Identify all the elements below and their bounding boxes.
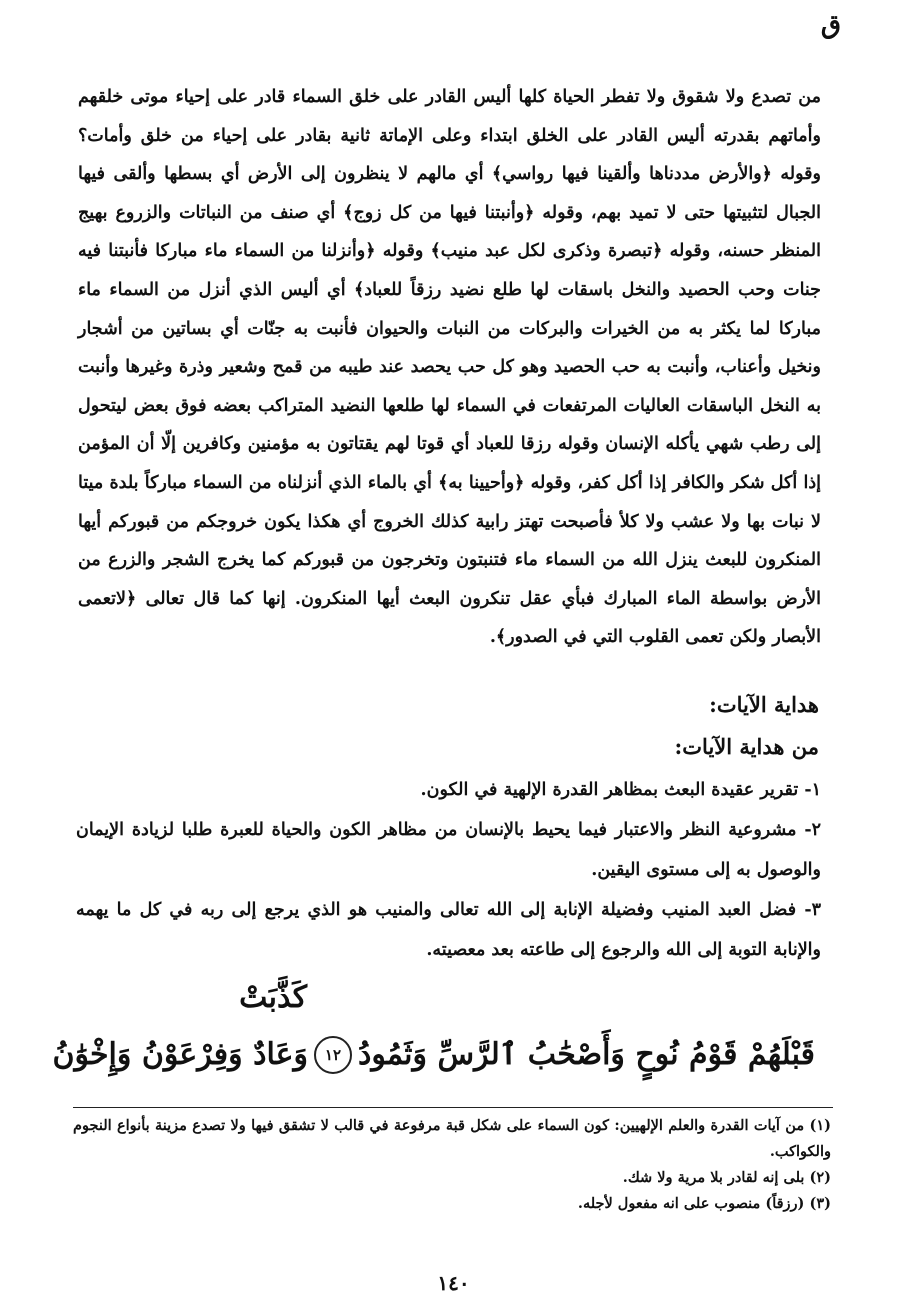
section-subheading: من هداية الآيات:	[674, 734, 819, 759]
verse-text-part-2: وَعَادٌ وَفِرْعَوْنُ وَإِخْوَٰنُ	[52, 1037, 308, 1072]
lesson-item: ٢- مشروعية النظر والاعتبار فيما يحيط بالإنسان من مظاهر الكون والحياة للعبرة طلبا لزيادة الإيمان والوصول به إلى مستوى اليقين.	[76, 820, 821, 880]
footnote-1: (١) من آيات القدرة والعلم الإلهيين: كون السماء على شكل قبة مرفوعة في قالب لا تشقق فيها ولا تصدع مزينة بأنواع النجوم والكواكب.	[73, 1117, 831, 1160]
surah-header-letter: ق	[820, 10, 841, 40]
tafsir-paragraph: من تصدع ولا شقوق ولا تفطر الحياة كلها أليس القادر على خلق السماء قادر على إحياء موتى خلقهم وأماتهم بقدرته أليس القادر على الخلق ابتداء وعلى الإماتة ثانية بقادر على إحياء من خلق وأمات؟ وقوله ﴿والأرض مددناها وألقينا فيها رواسي﴾ أي مالهم لا ينظرون إلى الأرض أي بسطها وألقى فيها الجبال لتثبيتها حتى لا تميد بهم، وقوله ﴿وأنبتنا فيها من كل زوج﴾ أي صنف من النباتات والزروع بهيج المنظر حسنه، وقوله ﴿تبصرة وذكرى لكل عبد منيب﴾ وقوله ﴿وأنزلنا من السماء ماء مباركا فأنبتنا فيه جنات وحب الحصيد والنخل باسقات لها طلع نضيد رزقاً للعباد﴾ أي أليس الذي أنزل من السماء ماء مباركا لما يكثر به من الخيرات والبركات من النبات والحيوان فأنبت به جنّات أي بساتين من أشجار ونخيل وأعناب، وأنبت به حب الحصيد وهو كل حب يحصد عند طيبه من قمح وشعير وذرة وغيرها وأنبت به النخل الباسقات العاليات المرتفعات في السماء لها طلعها النضيد المتراكب بعضه فوق بعض ليتحول إلى رطب شهي يأكله الإنسان وقوله رزقا للعباد أي قوتا لهم يقتاتون به مؤمنين وكافرين إلّا أن المؤمن إذا أكل شكر والكافر إذا أكل كفر، وقوله ﴿وأحيينا به﴾ أي بالماء الذي أنزلناه من السماء مباركاً بلدة ميتا لا نبات بها ولا عشب ولا كلأ فأصبحت تهتز رابية كذلك الخروج أي هكذا يكون خروجكم من قبوركم أيها المنكرون للبعث ينزل الله من السماء ماء فتنبتون وتخرجون من قبوركم كما يخرج الشجر والزرع من الأرض بواسطة الماء المبارك فبأي عقل تنكرون البعث أيها المنكرون. إنها كما قال تعالى ﴿لاتعمى الأبصار ولكن تعمى القلوب التي في الصدور﴾.	[78, 87, 821, 648]
verse-opening-word: كَذَّبَتْ	[239, 980, 307, 1015]
lesson-item: ١- تقرير عقيدة البعث بمظاهر القدرة الإلهية في الكون.	[420, 780, 821, 800]
footnotes	[73, 1113, 831, 1217]
lessons-list	[76, 770, 821, 970]
tafsir-body	[78, 78, 821, 657]
verse-text-part-1: قَبْلَهُمْ قَوْمُ نُوحٍ وَأَصْحَٰبُ ٱلرَّسِّ وَثَمُودُ	[357, 1037, 815, 1072]
footnote-divider	[73, 1107, 833, 1108]
ayah-number-marker: ١٢	[314, 1036, 352, 1074]
page-number: ١٤٠	[437, 1271, 470, 1295]
footnote-3: (٣) (رزقاً) منصوب على انه مفعول لأجله.	[577, 1195, 831, 1212]
footnote-2: (٢) بلى إنه لقادر بلا مرية ولا شك.	[622, 1169, 831, 1186]
lesson-item: ٣- فضل العبد المنيب وفضيلة الإنابة إلى الله تعالى والمنيب هو الذي يرجع إلى ربه في كل ما يهمه والإنابة التوبة إلى الله والرجوع إلى طاعته بعد معصيته.	[76, 900, 821, 960]
section-heading: هداية الآيات:	[709, 692, 819, 717]
quran-verse-line	[52, 1030, 815, 1080]
